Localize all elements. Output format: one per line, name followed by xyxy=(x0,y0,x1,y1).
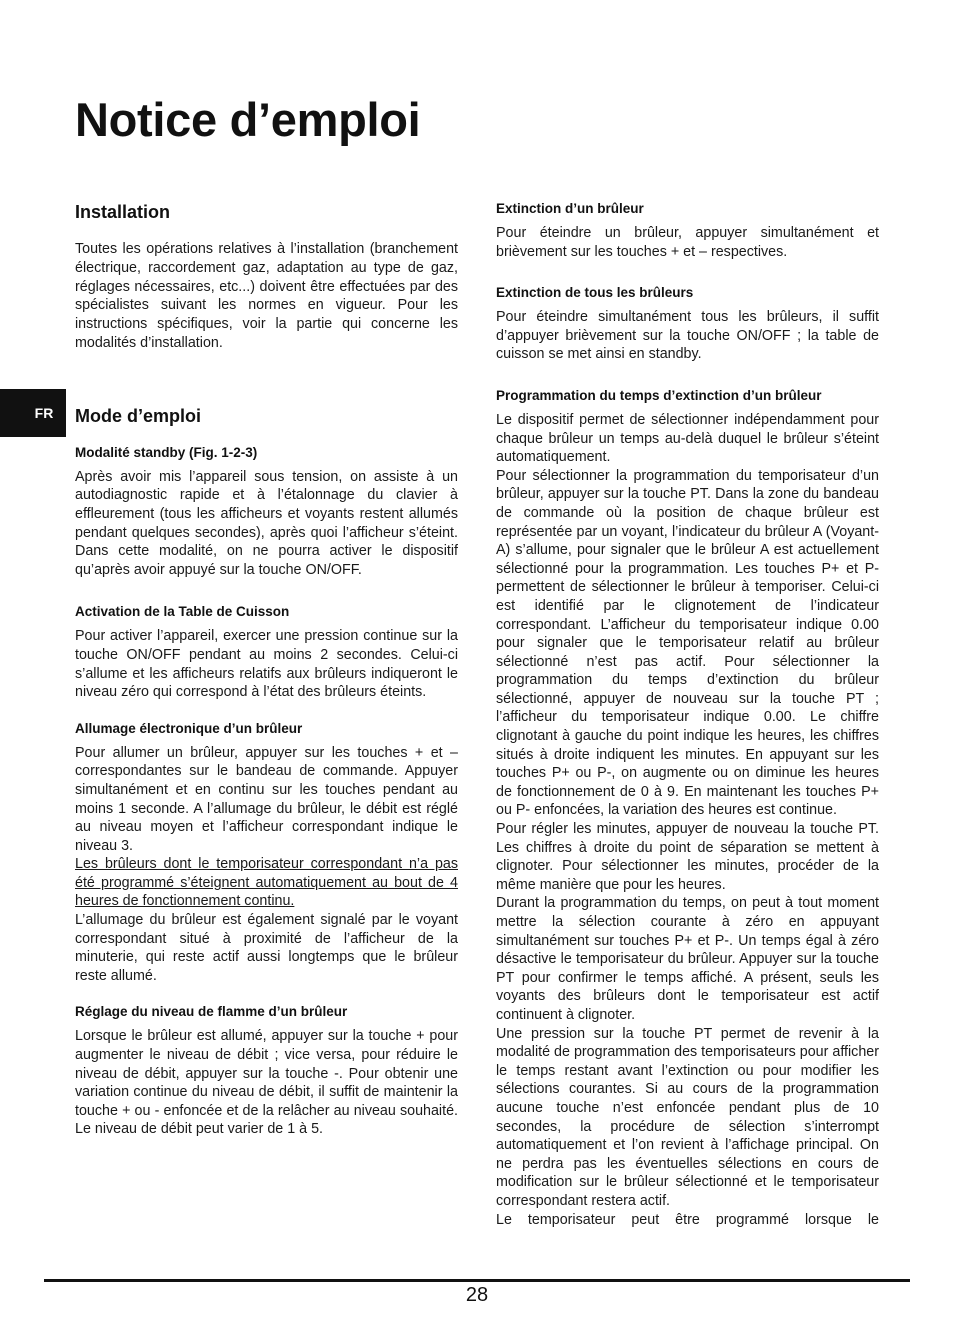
allumage-text-2: L’allumage du brûleur est également signalé par le voyant correspondant situé à proximité de l’afficheur de la minuterie, qui reste actif aussi longtemps que le brûleur reste allumé. xyxy=(75,912,458,984)
installation-text: Toutes les opérations relatives à l’installation (branchement électrique, raccordement gaz, adaptation au type de gaz, réglages nécessaires, etc...) doivent être effectuées par des spécialistes suivant les normes en vigueur. Pour les instructions spécifiques, voir la partie qui concerne les modalités d’installation. xyxy=(75,241,458,351)
reglage-heading: Réglage du niveau de flamme d’un brûleur xyxy=(75,1004,348,1020)
programmation-paragraph: Pour régler les minutes, appuyer de nouveau la touche PT. Les chiffres à droite du point de séparation se mettent à clignoter. Pour sélectionner les minutes, procéder de la même manière que pour les heures. xyxy=(496,821,879,893)
activation-text: Pour activer l’appareil, exercer une pression continue sur la touche ON/OFF pendant au moins 2 secondes. Celui-ci s’allume et les afficheurs relatifs aux brûleurs indiqueront le niveau zéro qui correspond à l’état des brûleurs éteints. xyxy=(75,628,458,701)
allumage-warning: Les brûleurs dont le temporisateur correspondant n’a pas été programmé s’éteignent automatiquement au bout de 4 heures de fonctionnement continu. xyxy=(75,856,458,910)
extinction-all-heading: Extinction de tous les brûleurs xyxy=(496,285,694,301)
extinction-text: Pour éteindre un brûleur, appuyer simultanément et brièvement sur les touches + et – respectives. xyxy=(496,225,879,260)
allumage-text: Pour allumer un brûleur, appuyer sur les touches + et – correspondantes sur le bandeau de commande. Appuyer simultanément et en continu sur les touches pendant au moins 1 seconde. A l’allumage du brûleur, le débit est réglé au niveau moyen et l’afficheur correspondant indique le niveau 3. xyxy=(75,744,458,854)
allumage-heading: Allumage électronique d’un brûleur xyxy=(75,720,303,736)
right-column xyxy=(496,200,879,1229)
programmation-paragraph: Pour sélectionner la programmation du temporisateur d’un brûleur, appuyer sur la touche PT. Dans la zone du bandeau de commande où la position de chaque brûleur est représentée par un voyant, l’indicateur du brûleur A (Voyant-A) s’allume, pour signaler que le brûleur A est actuellement sélectionné pour la programmation. Les touches P+ et P- permettent de sélectionner le brûleur à temporiser. Celui-ci est identifié par le clignotement de l’indicateur correspondant. L’afficheur du temporisateur indique 0.00 pour signaler que le temporisateur relatif au brûleur sélectionné n’est pas actif. Pour sélectionner la programmation du temps d’extinction du brûleur sélectionné, appuyer de nouveau sur la touche PT ; l’afficheur du temporisateur indique 0.00. Le chiffre clignotant à gauche du point indique les heures, les chiffres situés à droite indiquent les minutes. En appuyant sur les touches P+ ou P-, on augmente ou on diminue les heures de fonctionnement de 0 à 9. En maintenant les touches P+ ou P- enfoncées, la variation des heures est continue. xyxy=(496,467,879,819)
activation-heading: Activation de la Table de Cuisson xyxy=(75,604,290,620)
left-column xyxy=(75,200,458,1139)
standby-text: Après avoir mis l’appareil sous tension, on assiste à un autodiagnostic rapide et à l’étalonnage du clavier à effleurement (tous les afficheurs et voyants restent allumés pendant quelques secondes), après quoi l’afficheur s’éteint. Dans cette modalité, on ne pourra activer le dispositif qu’après avoir appuyé sur la touche ON/OFF. xyxy=(75,468,458,578)
programmation-paragraph: Le temporisateur peut être programmé lorsque le xyxy=(496,1211,879,1228)
programmation-paragraph: Une pression sur la touche PT permet de revenir à la modalité de programmation des temporisateurs pour afficher le temps restant avant l’extinction ou pour modifier les sélections courantes. Si au cours de la programmation aucune touche n’est enfoncée pendant plus de 10 secondes, la procédure de sélection s’interrompt automatiquement et l’on revient à l’affichage principal. On ne perdra pas les éventuelles sélections en cours de modification sur le brûleur sélectionné et le temporisateur correspondant restera actif. xyxy=(496,1025,879,1209)
programmation-paragraph: Durant la programmation du temps, on peut à tout moment mettre la sélection courante à zéro en appuyant simultanément sur touches P+ et P-. Un temps égal à zéro désactive le temporisateur du brûleur. Appuyer sur la touche PT pour confirmer le temps affiché. A présent, seuls les voyants des brûleurs dont le temporisateur est actif continuent à clignoter. xyxy=(496,895,879,1023)
footer-divider xyxy=(44,1279,910,1282)
page-title: Notice d’emploi xyxy=(75,93,421,146)
standby-heading: Modalité standby (Fig. 1-2-3) xyxy=(75,444,258,460)
installation-heading: Installation xyxy=(75,202,171,222)
mode-emploi-heading: Mode d’emploi xyxy=(75,405,201,426)
extinction-all-text: Pour éteindre simultanément tous les brûleurs, il suffit d’appuyer brièvement sur la touche ON/OFF ; la table de cuisson se met ainsi en standby. xyxy=(496,309,879,363)
language-tab: FR xyxy=(0,389,66,437)
programmation-paragraph: Le dispositif permet de sélectionner indépendamment pour chaque brûleur un temps au-delà duquel le brûleur s’éteint automatiquement. xyxy=(496,411,879,466)
programmation-heading: Programmation du temps d’extinction d’un brûleur xyxy=(496,387,822,403)
reglage-text: Lorsque le brûleur est allumé, appuyer sur la touche + pour augmenter le niveau de débit ; vice versa, pour réduire le niveau de débit, appuyer sur la touche -. Pour obtenir une variation continue du niveau de débit, il suffit de maintenir la touche + ou - enfoncée et de la relâcher au niveau souhaité. Le niveau de débit peut varier de 1 à 5. xyxy=(75,1028,458,1138)
extinction-heading: Extinction d’un brûleur xyxy=(496,201,644,216)
page-number: 28 xyxy=(465,1284,489,1306)
